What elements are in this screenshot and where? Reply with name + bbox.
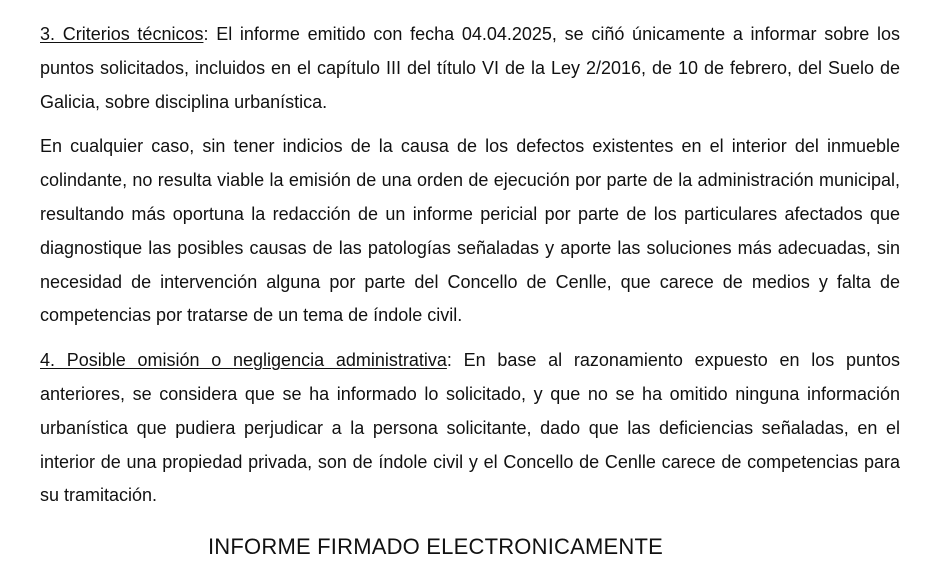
document-body <box>40 18 900 513</box>
section-4-separator: : <box>446 350 452 371</box>
section-4-text: En base al razonamiento expuesto en los puntos anteriores, se considera que se ha informado lo solicitado, y que no se ha omitido ninguna información urbanística que pudiera perjudicar a la persona solicitante, dado que las deficiencias señaladas, en el interior de una propiedad privada, son de índole civil y el Concello de Cenlle carece de competencias para su tramitación. <box>40 350 901 506</box>
section-3-heading: 3. Criterios técnicos <box>40 24 204 44</box>
section-3-paragraph <box>40 18 900 119</box>
signature-footer: INFORME FIRMADO ELECTRONICAMENTE <box>208 534 663 559</box>
paragraph-2: En cualquier caso, sin tener indicios de la causa de los defectos existentes en el interior del inmueble colindante, no resulta viable la emisión de una orden de ejecución por parte de la administración municipal, resultando más oportuna la redacción de un informe pericial por parte de los particulares afectados que diagnostique las posibles causas de las patologías señaladas y aporte las soluciones más adecuadas, sin necesidad de intervención alguna por parte del Concello de Cenlle, que carece de medios y falta de competencias por tratarse de un tema de índole civil. <box>40 136 900 326</box>
section-4-paragraph <box>40 344 900 513</box>
section-3-separator: : <box>203 24 209 44</box>
section-3-text: El informe emitido con fecha 04.04.2025, se ciñó únicamente a informar sobre los puntos solicitados, incluidos en el capítulo III del título VI de la Ley 2/2016, de 10 de febrero, del Suelo de Galicia, sobre disciplina urbanística. <box>40 24 900 112</box>
section-4-heading: 4. Posible omisión o negligencia administrativa <box>40 350 447 371</box>
